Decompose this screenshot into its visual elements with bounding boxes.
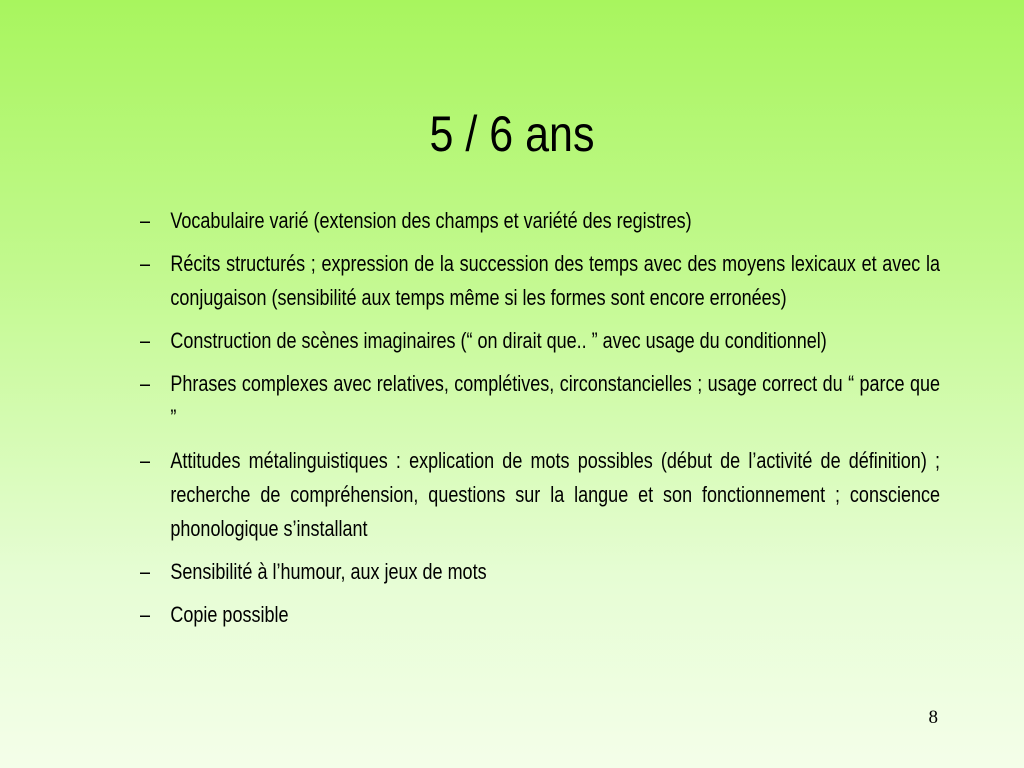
bullet-item xyxy=(140,247,940,315)
dash-marker: – xyxy=(140,251,151,276)
dash-marker: – xyxy=(140,559,151,584)
dash-marker: – xyxy=(140,371,151,396)
dash-marker: – xyxy=(140,602,151,627)
dash-marker: – xyxy=(140,208,151,233)
bullet-text: Vocabulaire varié (extension des champs et variété des registres) xyxy=(170,208,692,233)
bullet-item xyxy=(140,598,940,632)
bullet-item xyxy=(140,367,940,435)
slide-title: 5 / 6 ans xyxy=(429,106,595,162)
bullet-item xyxy=(140,204,940,238)
bullet-text: Construction de scènes imaginaires (“ on dirait que.. ” avec usage du conditionnel) xyxy=(170,328,827,353)
bullet-text: Attitudes métalinguistiques : explication de mots possibles (début de l’activité de définition) ; recherche de compréhension, questions sur la langue et son fonctionnement ; conscience phonologique s’installant xyxy=(170,448,940,541)
page-number: 8 xyxy=(928,707,938,728)
bullet-text: Copie possible xyxy=(170,602,289,627)
bullet-list xyxy=(140,204,940,641)
dash-marker: – xyxy=(140,448,151,473)
bullet-item xyxy=(140,555,940,589)
bullet-item xyxy=(140,324,940,358)
bullet-text: Sensibilité à l’humour, aux jeux de mots xyxy=(170,559,487,584)
dash-marker: – xyxy=(140,328,151,353)
bullet-text: Récits structurés ; expression de la succession des temps avec des moyens lexicaux et avec la conjugaison (sensibilité aux temps même si les formes sont encore erronées) xyxy=(170,251,940,310)
bullet-text: Phrases complexes avec relatives, complétives, circonstancielles ; usage correct du “ parce que ” xyxy=(170,371,940,430)
bullet-item xyxy=(140,444,940,546)
